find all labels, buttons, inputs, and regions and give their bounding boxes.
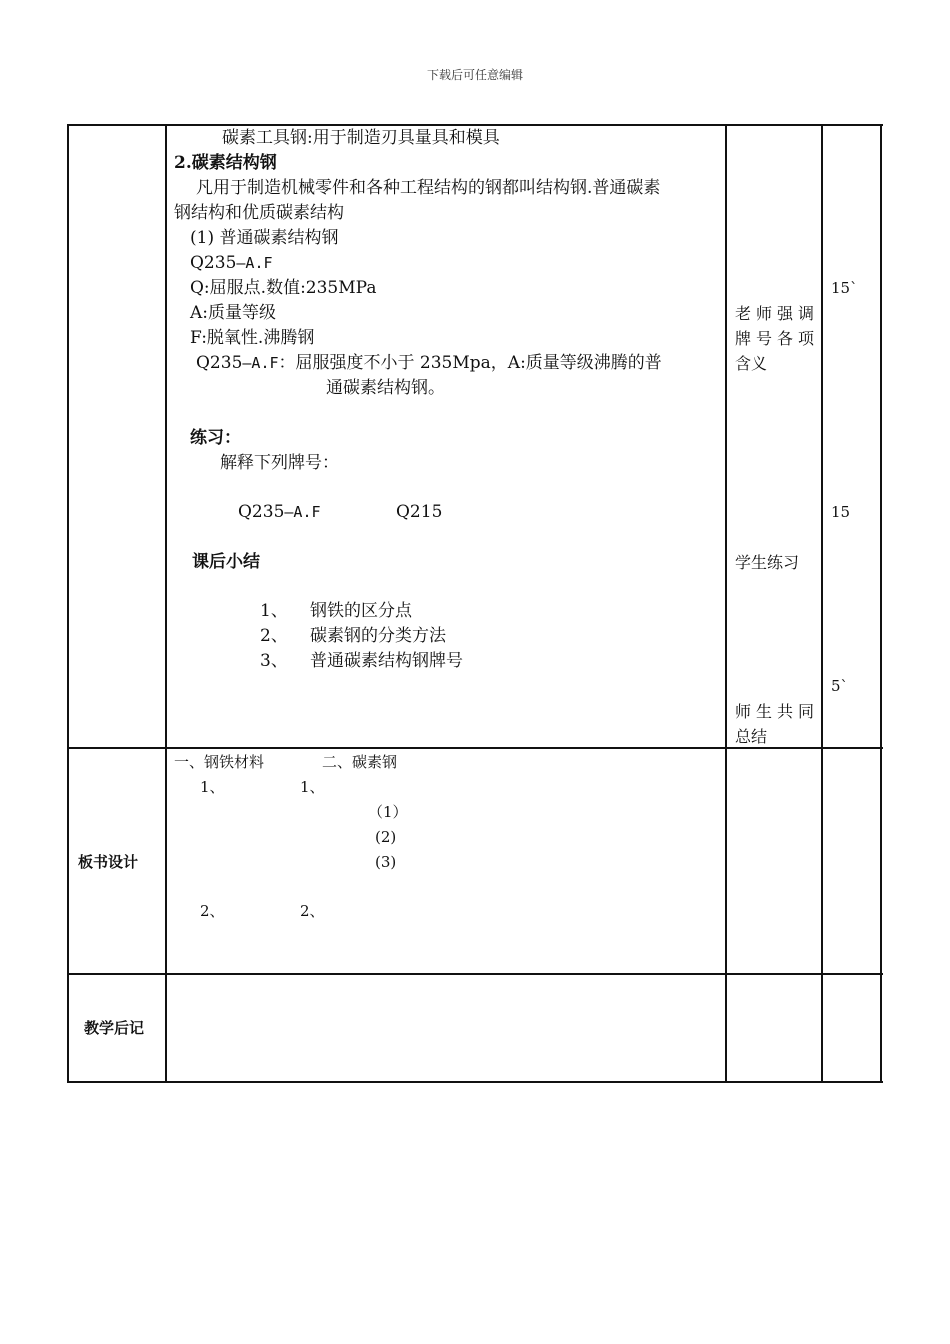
- time-allocation-1: 15`: [831, 279, 858, 297]
- table-row-divider-2: [67, 973, 883, 975]
- exercise-grade-2: Q215: [396, 502, 443, 522]
- table-col-divider-2: [725, 124, 727, 1083]
- a-meaning: A:质量等级: [190, 303, 277, 323]
- definition-line-2: 钢结构和优质碳素结构: [174, 203, 344, 223]
- page-header: 下载后可任意编辑: [426, 68, 523, 82]
- grade-code: Q235: [238, 502, 285, 522]
- summary-item-2-text: 碳素钢的分类方法: [310, 626, 446, 646]
- board-col2-title: 二、碳素钢: [322, 753, 398, 771]
- teacher-emphasis-line-2: 牌号各项: [735, 329, 820, 348]
- joint-summary-line-1: 师生共同: [735, 702, 820, 721]
- grade-code: Q235: [190, 253, 237, 273]
- board-col1-item-2: 2、: [200, 902, 225, 920]
- grade-example: [190, 251, 273, 276]
- f-meaning: F:脱氧性.沸腾钢: [190, 328, 315, 348]
- time-allocation-2: 15: [831, 503, 851, 521]
- teaching-postscript-label: 教学后记: [84, 1019, 145, 1037]
- board-sub-3: (3): [375, 853, 397, 871]
- table-border-right: [880, 124, 882, 1083]
- time-allocation-3: 5`: [831, 677, 849, 695]
- grade-code: Q235: [196, 353, 243, 373]
- grade-explanation: ：屈服强度不小于 235Mpa，A:质量等级沸腾的普: [278, 353, 662, 373]
- table-col-divider-3: [821, 124, 823, 1083]
- table-border-left: [67, 124, 69, 1083]
- q-meaning: Q:屈服点.数值:235MPa: [190, 278, 377, 298]
- summary-item-2-num: 2、: [260, 626, 288, 646]
- table-border-bottom: [67, 1081, 883, 1083]
- definition-line-1: 凡用于制造机械零件和各种工程结构的钢都叫结构钢.普通碳素: [196, 178, 661, 198]
- board-sub-1: （1）: [368, 803, 408, 821]
- table-col-divider-1: [165, 124, 167, 1083]
- board-col2-item-1: 1、: [300, 778, 325, 796]
- grade-explanation-line-1: [196, 351, 662, 376]
- grade-suffix: —A.F: [242, 354, 279, 372]
- subsection-ordinary-steel: (1) 普通碳素结构钢: [190, 228, 339, 248]
- exercise-grade-1: [238, 500, 321, 525]
- summary-item-1-num: 1、: [260, 601, 288, 621]
- practice-prompt: 解释下列牌号：: [220, 453, 339, 473]
- teacher-emphasis-line-3: 含义: [735, 354, 768, 373]
- grade-suffix: —A.F: [284, 503, 321, 521]
- joint-summary-line-2: 总结: [735, 727, 768, 746]
- section-heading-carbon-structural-steel: 2.碳素结构钢: [174, 153, 277, 173]
- summary-item-3-num: 3、: [260, 651, 288, 671]
- student-practice-note: 学生练习: [735, 553, 800, 572]
- practice-title: 练习：: [190, 428, 241, 448]
- grade-explanation-line-2: 通碳素结构钢。: [326, 378, 445, 398]
- tool-steel-line: 碳素工具钢:用于制造刃具量具和模具: [222, 128, 500, 148]
- board-col2-item-2: 2、: [300, 902, 325, 920]
- grade-suffix: —A.F: [236, 254, 273, 272]
- summary-title: 课后小结: [192, 552, 260, 572]
- board-col1-title: 一、钢铁材料: [174, 753, 265, 771]
- board-sub-2: (2): [375, 828, 397, 846]
- summary-item-1-text: 钢铁的区分点: [310, 601, 412, 621]
- summary-item-3-text: 普通碳素结构钢牌号: [310, 651, 463, 671]
- board-col1-item-1: 1、: [200, 778, 225, 796]
- board-design-label: 板书设计: [78, 853, 139, 871]
- teacher-emphasis-line-1: 老师强调: [735, 304, 820, 323]
